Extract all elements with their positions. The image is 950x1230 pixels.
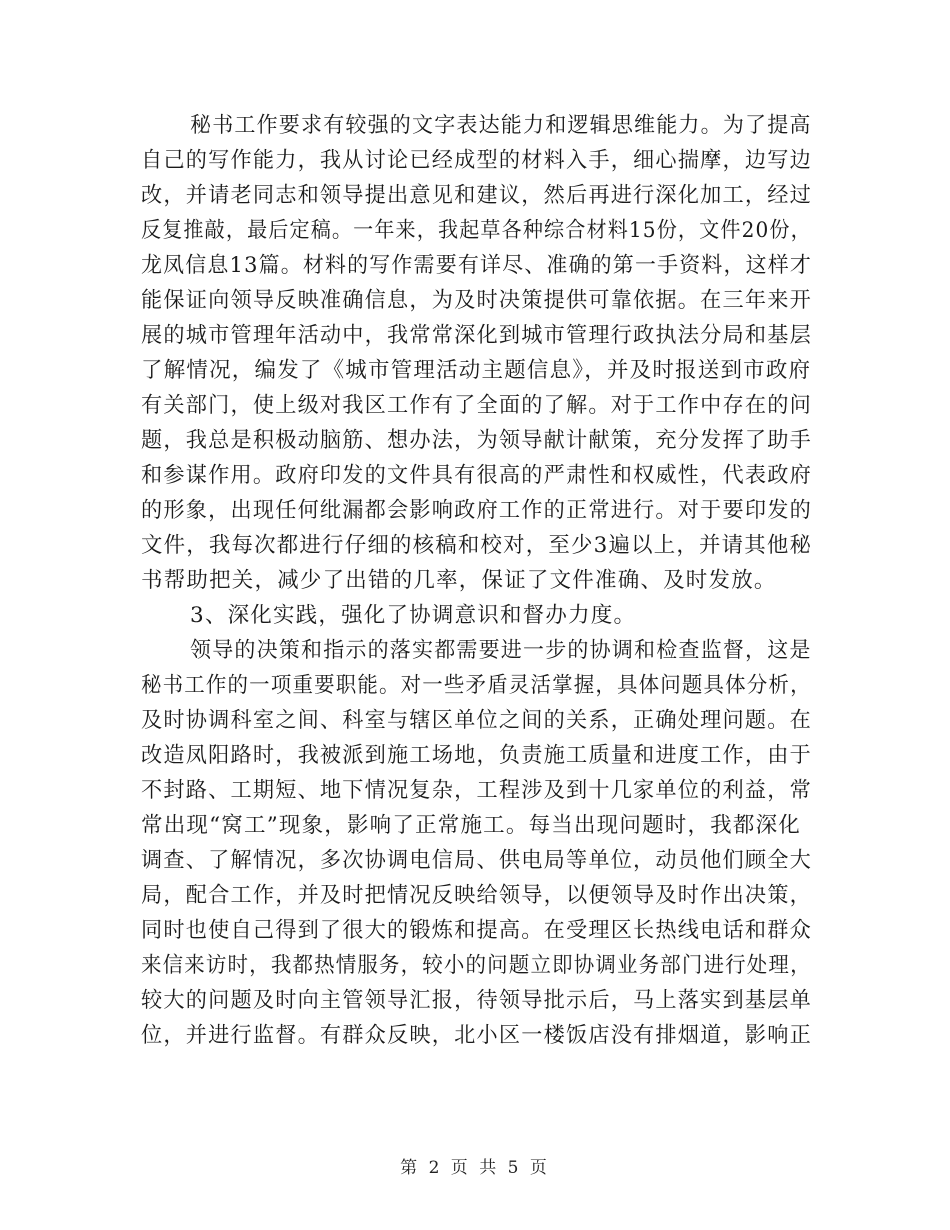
paragraph-line: 能保证向领导反映准确信息，为及时决策提供可靠依据。在三年来开 [141,288,813,313]
paragraph-line: 及时协调科室之间、科室与辖区单位之间的关系，正确处理问题。在 [141,708,813,733]
section-heading: 3、深化实践，强化了协调意识和督办力度。 [190,603,637,628]
paragraph-line: 常出现“窝工”现象，影响了正常施工。每当出现问题时，我都深化 [141,813,801,838]
paragraph-line: 改，并请老同志和领导提出意见和建议，然后再进行深化加工，经过 [141,183,813,208]
paragraph-line: 同时也使自己得到了很大的锻炼和提高。在受理区长热线电话和群众 [141,918,813,943]
paragraph-line: 改造凤阳路时，我被派到施工场地，负责施工质量和进度工作，由于 [141,743,813,768]
paragraph-line: 不封路、工期短、地下情况复杂，工程涉及到十几家单位的利益，常 [141,778,813,803]
paragraph-line: 的形象，出现任何纰漏都会影响政府工作的正常进行。对于要印发的 [141,498,813,523]
paragraph-line: 秘书工作要求有较强的文字表达能力和逻辑思维能力。为了提高 [190,113,812,138]
paragraph-line: 秘书工作的一项重要职能。对一些矛盾灵活掌握，具体问题具体分析， [141,673,812,698]
paragraph-line: 有关部门，使上级对我区工作有了全面的了解。对于工作中存在的问 [141,393,813,418]
paragraph-line: 题，我总是积极动脑筋、想办法，为领导献计献策，充分发挥了助手 [141,428,813,453]
paragraph-line: 了解情况，编发了《城市管理活动主题信息》，并及时报送到市政府 [141,358,812,383]
paragraph-line: 来信来访时，我都热情服务，较小的问题立即协调业务部门进行处理， [141,953,812,978]
paragraph-line: 文件，我每次都进行仔细的核稿和校对，至少3遍以上，并请其他秘 [141,533,813,558]
paragraph-line: 局，配合工作，并及时把情况反映给领导，以便领导及时作出决策， [141,883,813,908]
paragraph-line: 反复推敲，最后定稿。一年来，我起草各种综合材料15份，文件20份， [141,218,812,243]
paragraph-line: 和参谋作用。政府印发的文件具有很高的严肃性和权威性，代表政府 [141,463,813,488]
paragraph-line: 位，并进行监督。有群众反映，北小区一楼饭店没有排烟道，影响正 [141,1023,813,1048]
paragraph-line: 领导的决策和指示的落实都需要进一步的协调和检查监督，这是 [190,638,812,663]
paragraph-line: 较大的问题及时向主管领导汇报，待领导批示后，马上落实到基层单 [141,988,813,1013]
page-number-footer: 第 2 页 共 5 页 [400,1158,550,1178]
paragraph-line: 调查、了解情况，多次协调电信局、供电局等单位，动员他们顾全大 [141,848,813,873]
paragraph-line: 龙凤信息13篇。材料的写作需要有详尽、准确的第一手资料，这样才 [141,253,813,278]
paragraph-line: 自己的写作能力，我从讨论已经成型的材料入手，细心揣摩，边写边 [141,148,813,173]
paragraph-line: 书帮助把关，减少了出错的几率，保证了文件准确、及时发放。 [141,568,777,593]
paragraph-line: 展的城市管理年活动中，我常常深化到城市管理行政执法分局和基层 [141,323,813,348]
